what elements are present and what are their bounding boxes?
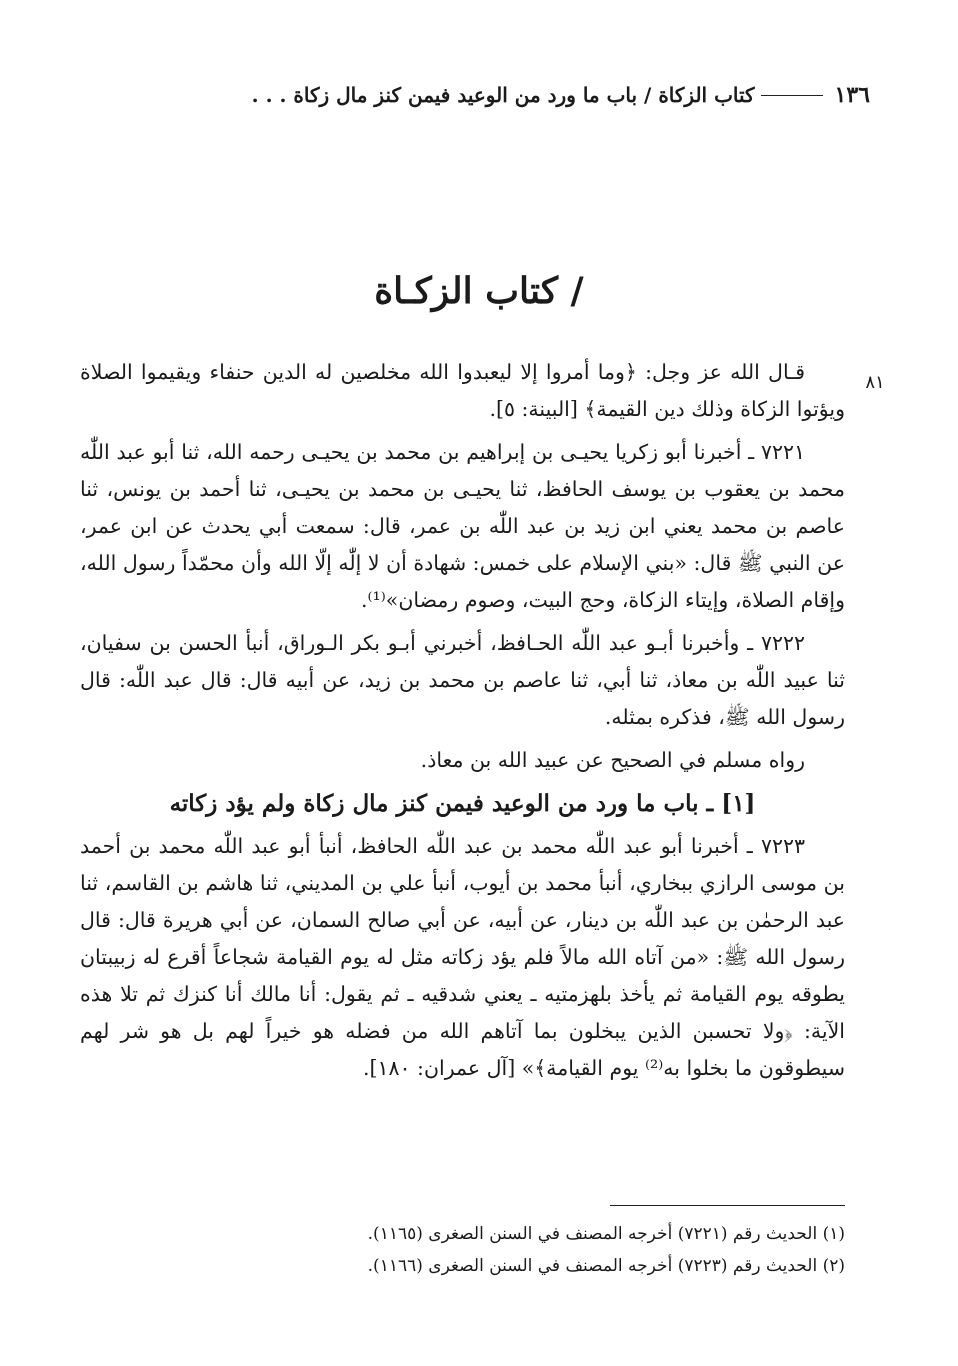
hadith-7222: ٧٢٢٢ ـ وأخبرنا أبـو عبد اللّٰه الحـافظ، أخبرني أبـو بكر الـوراق، أنبأ الحسن بن سفيان، ثنا عبيد اللّٰه بن معاذ، ثنا أبي، ثنا عاصم بن محمد بن زيد، عن أبيه قال: قال عبد اللّٰه: قال رسول الله ﷺ، فذكره بمثله. [80, 631, 845, 729]
footnote-1: (١) الحديث رقم (٧٢٢١) أخرجه المصنف في السنن الصغرى (١١٦٥). [367, 1224, 845, 1244]
page-number: ١٣٦ [834, 82, 870, 108]
footnote-2: (٢) الحديث رقم (٧٢٢٣) أخرجه المصنف في السنن الصغرى (١١٦٦). [367, 1256, 845, 1276]
section-heading: [١] ـ باب ما ورد من الوعيد فيمن كنز مال زكاة ولم يؤد زكاته [169, 790, 756, 817]
hadith-7223: ٧٢٢٣ ـ أخبرنا أبو عبد اللّٰه محمد بن عبد اللّٰه الحافظ، أنبأ أبو عبد اللّٰه محمد بن أحمد بن موسى الرازي ببخاري، أنبأ محمد بن أيوب، أنبأ علي بن المديني، ثنا هاشم بن القاسم، ثنا عبد الرحمٰن بن عبد اللّٰه بن دينار، عن أبيه، عن أبي صالح السمان، عن أبي هريرة قال: قال رسول الله ﷺ: «من آتاه الله مالاً فلم يؤد زكاته مثل له يوم القيامة شجاعاً أقرع له زبيبتان يطوقه يوم القيامة ثم يأخذ بلهزمتيه ـ يعني شدقيه ـ ثم يقول: أنا مالك أنا كنزك ثم تلا هذه الآية: ﴿ولا تحسبن الذين يبخلون بما آتاهم الله من فضله هو خيراً لهم بل هو شر لهم سيطوقون ما بخلوا به⁽²⁾ يوم القيامة﴾» [آل عمران: ١٨٠]. [80, 834, 845, 1080]
book-title: / كتاب الزكـاة [374, 270, 584, 312]
margin-number: ٨١ [865, 372, 885, 393]
main-text [80, 354, 845, 1093]
page-header [80, 78, 870, 112]
footnotes [80, 1218, 845, 1282]
quran-verse-paragraph: قـال الله عز وجل: ﴿وما أمروا إلا ليعبدوا الله مخلصين له الدين حنفاء ويقيموا الصلاة ويؤتوا الزكاة وذلك دين القيمة﴾ [البينة: ٥]. [80, 360, 845, 421]
narration-note: رواه مسلم في الصحيح عن عبيد الله بن معاذ. [420, 748, 805, 772]
footnote-divider [610, 1205, 845, 1206]
header-rule-right [761, 95, 823, 96]
hadith-7221: ٧٢٢١ ـ أخبرنا أبو زكريا يحيـى بن إبراهيم بن محمد بن يحيـى رحمه الله، ثنا أبو عبد اللّٰه محمد بن يعقوب بن يوسف الحافظ، ثنا يحيـى بن محمد بن يحيـى، ثنا أحمد بن يونس، ثنا عاصم بن محمد يعني ابن زيد بن عبد اللّٰه بن عمر، قال: سمعت أبي يحدث عن ابن عمر، عن النبي ﷺ قال: «بني الإسلام على خمس: شهادة أن لا إلّٰه إلّا الله وأن محمّداً رسول الله، وإقام الصلاة، وإيتاء الزكاة، وحج البيت، وصوم رمضان»⁽¹⁾. [80, 440, 845, 612]
running-title: كتاب الزكاة / باب ما ورد من الوعيد فيمن كنز مال زكاة . . . [251, 83, 755, 107]
